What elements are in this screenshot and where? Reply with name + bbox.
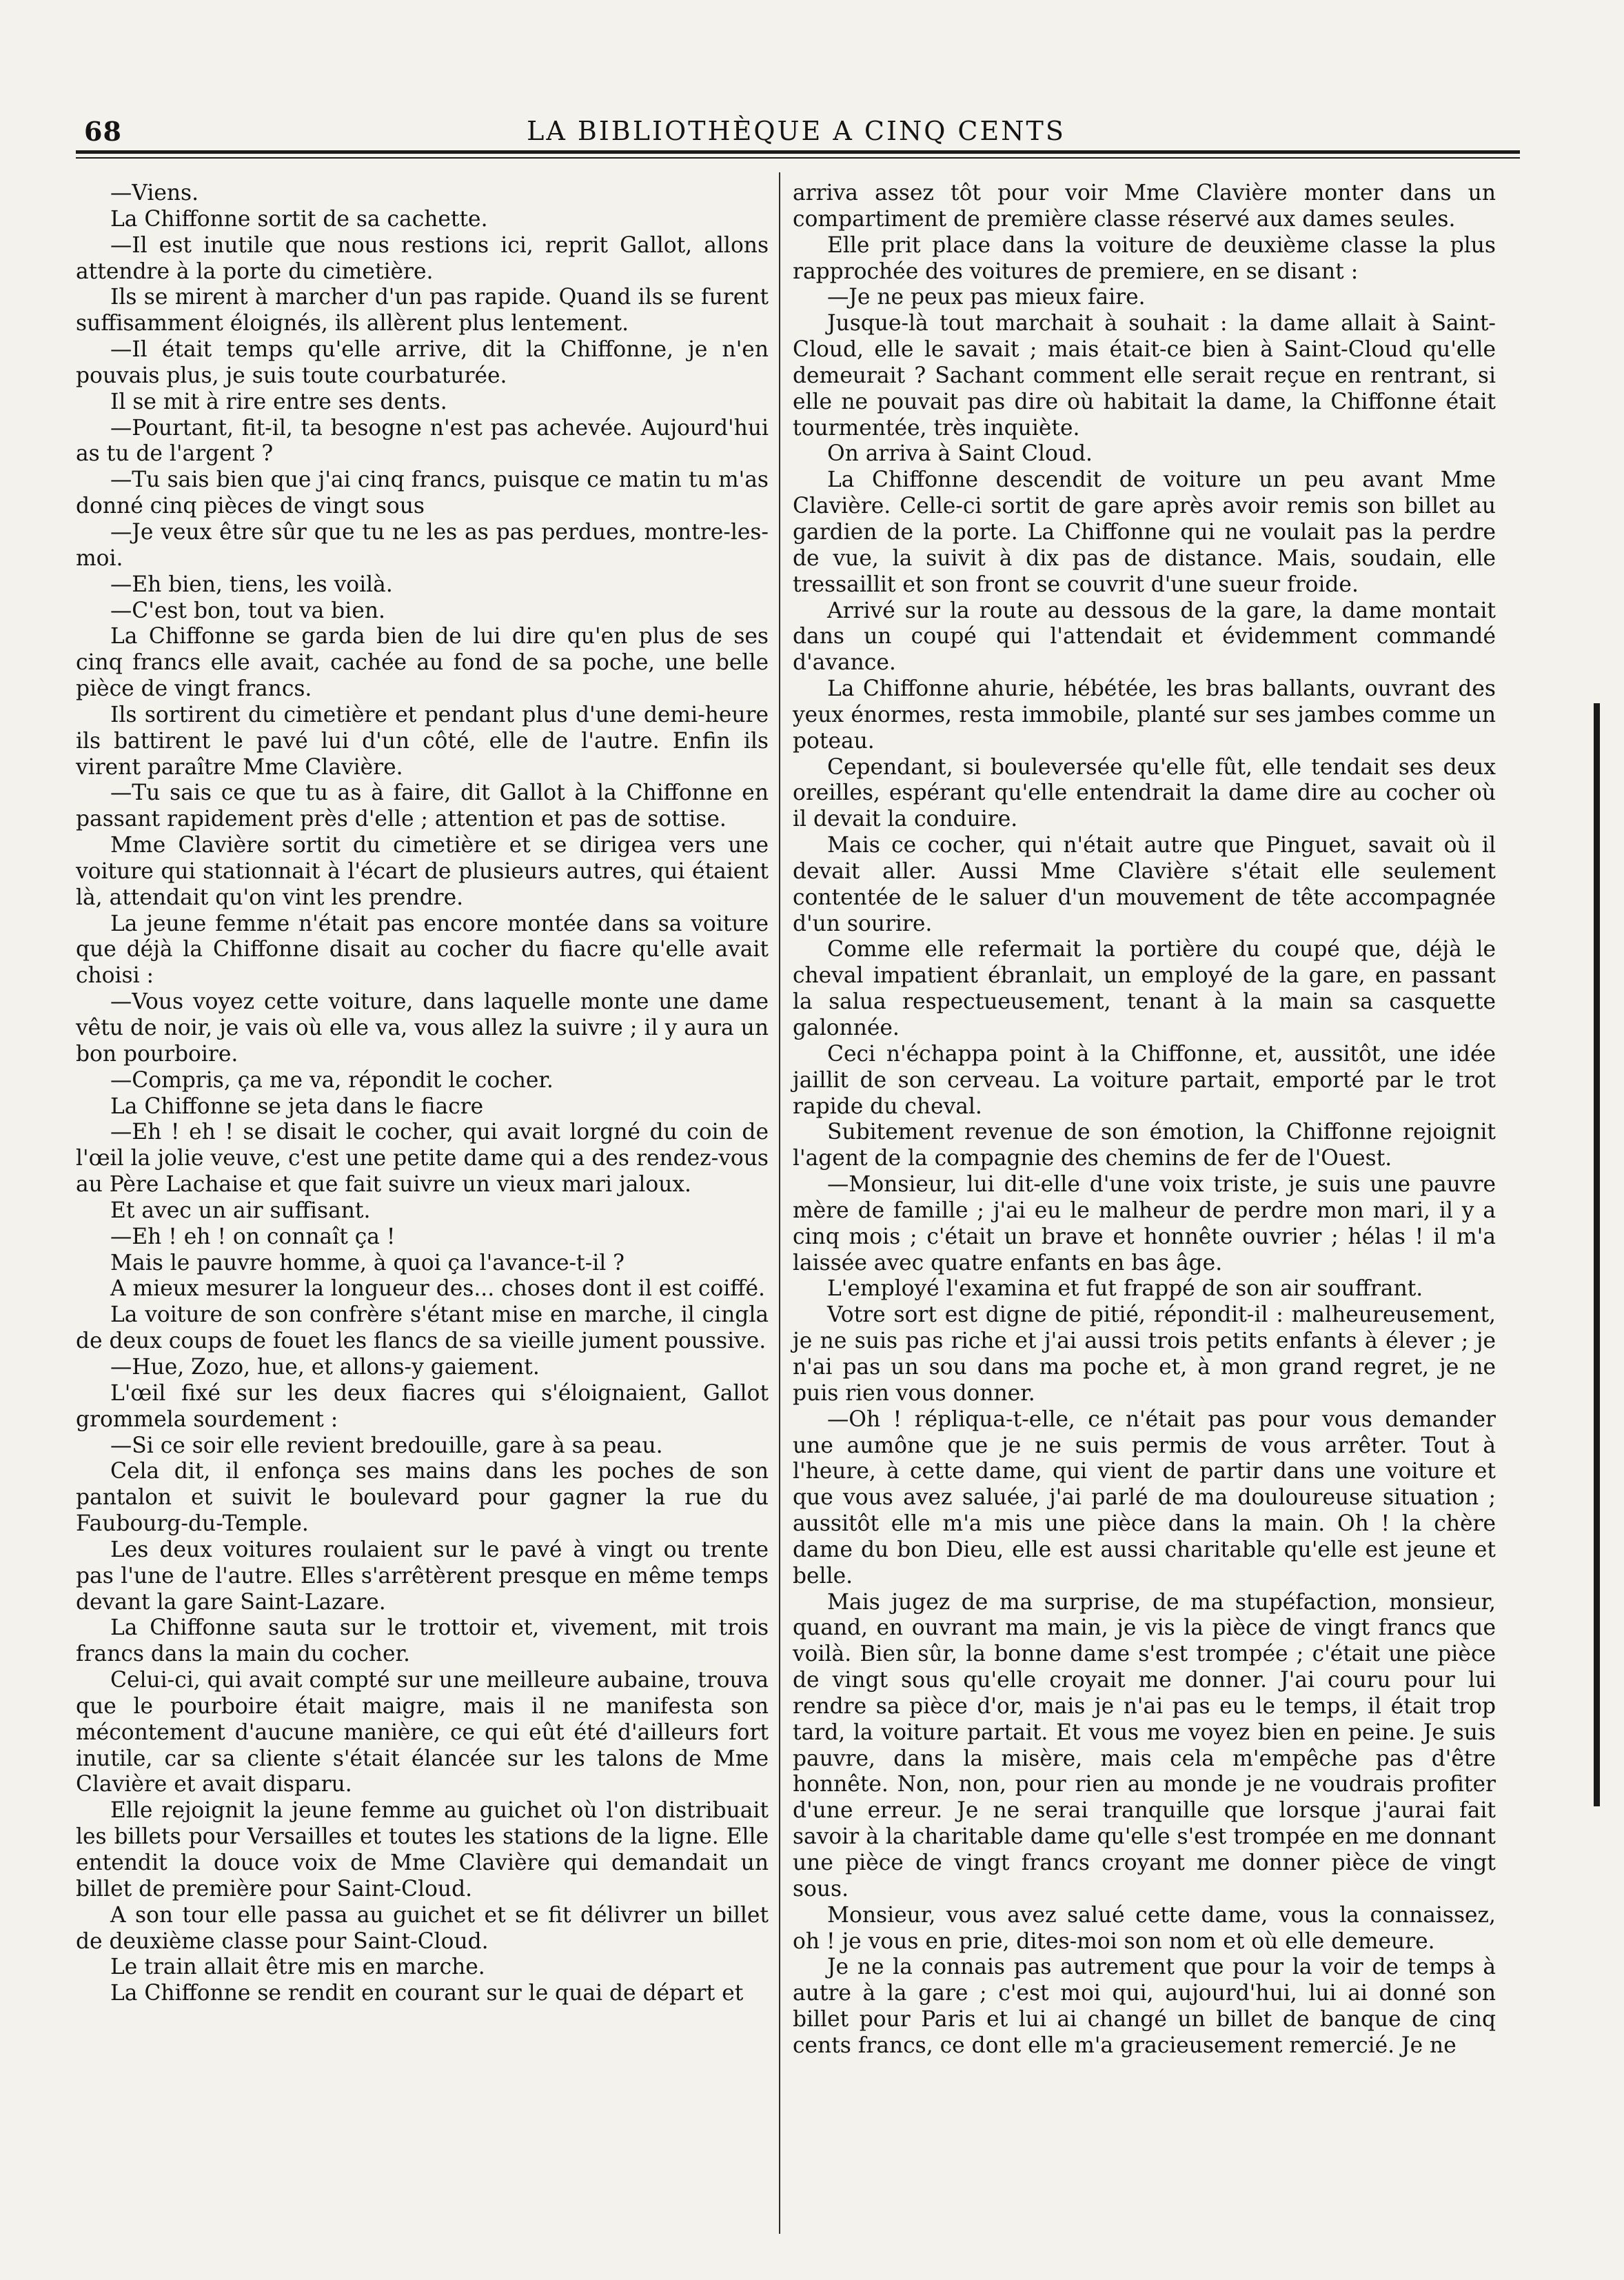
paragraph: La Chiffonne se jeta dans le fiacre bbox=[110, 1093, 484, 1119]
header-rule-thick bbox=[76, 150, 1520, 154]
paragraph: —C'est bon, tout va bien. bbox=[110, 598, 385, 623]
paragraph: —Tu sais bien que j'ai cinq francs, puisque ce matin tu m'as donné cinq pièces de vingt sous bbox=[76, 467, 769, 519]
paragraph: Ils se mirent à marcher d'un pas rapide. Quand ils se furent suffisamment éloignés, ils allèrent plus lentement. bbox=[76, 285, 769, 336]
paragraph: Votre sort est digne de pitié, répondit-il : malheureusement, je ne suis pas riche et j'ai aussi trois petits enfants à élever ; je n'ai pas un sou dans ma poche et, à mon grand regret, je ne puis rien vous donner. bbox=[793, 1302, 1496, 1406]
page-number: 68 bbox=[84, 116, 122, 147]
paragraph: La Chiffonne sortit de sa cachette. bbox=[110, 206, 488, 232]
paragraph: —Oh ! répliqua-t-elle, ce n'était pas pour vous demander une aumône que je ne suis permis de vous arrêter. Tout à l'heure, à cette dame, qui vient de partir dans une voiture et que vous avez saluée, j'ai parlé de ma douloureuse situation ; aussitôt elle m'a mis une pièce dans la main. Oh ! la chère dame du bon Dieu, elle est aussi charitable qu'elle est jeune et belle. bbox=[793, 1406, 1496, 1588]
paragraph: Il se mit à rire entre ses dents. bbox=[110, 389, 447, 414]
paragraph: La Chiffonne se rendit en courant sur le quai de départ et bbox=[110, 1981, 744, 2006]
paragraph: Elle prit place dans la voiture de deuxième classe la plus rapprochée des voitures de premiere, en se disant : bbox=[793, 232, 1496, 284]
running-title: LA BIBLIOTHÈQUE A CINQ CENTS bbox=[527, 116, 1066, 146]
paragraph: —Eh bien, tiens, les voilà. bbox=[110, 572, 393, 597]
paragraph: —Compris, ça me va, répondit le cocher. bbox=[110, 1067, 554, 1093]
page-edge-shadow bbox=[1594, 703, 1600, 1806]
paragraph: A mieux mesurer la longueur des... choses dont il est coiffé. bbox=[110, 1276, 765, 1302]
paragraph: La Chiffonne descendit de voiture un peu avant Mme Clavière. Celle-ci sortit de gare après avoir remis son billet au gardien de la porte. La Chiffonne qui ne voulait pas la perdre de vue, la suivit à dix pas de distance. Mais, soudain, elle tressaillit et son front se couvrit d'une sueur froide. bbox=[793, 467, 1496, 597]
paragraph: Cela dit, il enfonça ses mains dans les poches de son pantalon et suivit le boulevard pour gagner la rue du Faubourg-du-Temple. bbox=[76, 1459, 769, 1537]
paragraph: La Chiffonne se garda bien de lui dire qu'en plus de ses cinq francs elle avait, cachée au fond de sa poche, une belle pièce de vingt francs. bbox=[76, 624, 769, 702]
right-column bbox=[793, 181, 1496, 2059]
paragraph: —Pourtant, fit-il, ta besogne n'est pas achevée. Aujourd'hui as tu de l'argent ? bbox=[76, 415, 769, 467]
paragraph: Mais jugez de ma surprise, de ma stupéfaction, monsieur, quand, en ouvrant ma main, je vis la pièce de vingt francs que voilà. Bien sûr, la bonne dame s'est trompée ; c'était une pièce de vingt sous qu'elle croyait me donner. J'ai couru pour lui rendre sa pièce d'or, mais je n'ai pas eu le temps, il était trop tard, la voiture partait. Et vous me voyez bien en peine. Je suis pauvre, dans la misère, mais cela m'empêche pas d'être honnête. Non, non, pour rien au monde je ne voudrais profiter d'une erreur. Je ne serai tranquille que lorsque j'aurai fait savoir à la charitable dame qu'elle s'est trompée en me donnant une pièce de vingt francs croyant me donner pièce de vingt sous. bbox=[793, 1589, 1496, 1901]
paragraph: —Il était temps qu'elle arrive, dit la Chiffonne, je n'en pouvais plus, je suis toute courbaturée. bbox=[76, 337, 769, 388]
paragraph: Arrivé sur la route au dessous de la gare, la dame montait dans un coupé qui l'attendait et évidemment commandé d'avance. bbox=[793, 598, 1496, 676]
paragraph: Mme Clavière sortit du cimetière et se dirigea vers une voiture qui stationnait à l'écart de plusieurs autres, qui étaient là, attendait qu'on vint les prendre. bbox=[76, 833, 769, 910]
paragraph: Elle rejoignit la jeune femme au guichet où l'on distribuait les billets pour Versailles et toutes les stations de la ligne. Elle entendit la douce voix de Mme Clavière qui demandait un billet de première pour Saint-Cloud. bbox=[76, 1798, 769, 1901]
paragraph: Cependant, si bouleversée qu'elle fût, elle tendait ses deux oreilles, espérant qu'elle entendrait la dame dire au cocher où il devait la conduire. bbox=[793, 754, 1496, 832]
paragraph: —Eh ! eh ! on connaît ça ! bbox=[110, 1224, 396, 1249]
paragraph-continuation: arriva assez tôt pour voir Mme Clavière monter dans un compartiment de première classe réservé aux dames seules. bbox=[793, 181, 1496, 232]
header-rule-thin bbox=[76, 157, 1520, 159]
column-divider bbox=[779, 172, 780, 2234]
paragraph: —Tu sais ce que tu as à faire, dit Gallot à la Chiffonne en passant rapidement près d'elle ; attention et pas de sottise. bbox=[76, 780, 769, 832]
paragraph: Celui-ci, qui avait compté sur une meilleure aubaine, trouva que le pourboire était maigre, mais il ne manifesta son mécontement d'aucune manière, ce qui eût été d'ailleurs fort inutile, car sa cliente s'était élancée sur les talons de Mme Clavière et avait disparu. bbox=[76, 1668, 769, 1797]
paragraph: A son tour elle passa au guichet et se fit délivrer un billet de deuxième classe pour Saint-Cloud. bbox=[76, 1902, 769, 1954]
paragraph: —Je veux être sûr que tu ne les as pas perdues, montre-les-moi. bbox=[76, 519, 769, 571]
paragraph: Ceci n'échappa point à la Chiffonne, et, aussitôt, une idée jaillit de son cerveau. La voiture partait, emporté par le trot rapide du cheval. bbox=[793, 1041, 1496, 1119]
paragraph: Je ne la connais pas autrement que pour la voir de temps à autre à la gare ; c'est moi qui, aujourd'hui, lui ai donné son billet pour Paris et lui ai changé un billet de banque de cinq cents francs, ce dont elle m'a gracieusement remercié. Je ne bbox=[793, 1955, 1496, 2058]
paragraph: —Si ce soir elle revient bredouille, gare à sa peau. bbox=[110, 1433, 663, 1458]
paragraph: La jeune femme n'était pas encore montée dans sa voiture que déjà la Chiffonne disait au cocher du fiacre qu'elle avait choisi : bbox=[76, 911, 769, 989]
paragraph: Ils sortirent du cimetière et pendant plus d'une demi-heure ils battirent le pavé lui d'un côté, elle de l'autre. Enfin ils virent paraître Mme Clavière. bbox=[76, 702, 769, 780]
paragraph: L'employé l'examina et fut frappé de son air souffrant. bbox=[827, 1276, 1423, 1302]
paragraph: —Eh ! eh ! se disait le cocher, qui avait lorgné du coin de l'œil la jolie veuve, c'est une petite dame qui a des rendez-vous au Père Lachaise et que fait suivre un vieux mari jaloux. bbox=[76, 1120, 769, 1198]
paragraph: —Hue, Zozo, hue, et allons-y gaiement. bbox=[110, 1354, 540, 1380]
paragraph: On arriva à Saint Cloud. bbox=[827, 441, 1093, 467]
paragraph: Subitement revenue de son émotion, la Chiffonne rejoignit l'agent de la compagnie des chemins de fer de l'Ouest. bbox=[793, 1120, 1496, 1171]
paragraph: Comme elle refermait la portière du coupé que, déjà le cheval impatient ébranlait, un employé de la gare, en passant la salua respectueusement, tenant à la main sa casquette galonnée. bbox=[793, 937, 1496, 1040]
paragraph: —Monsieur, lui dit-elle d'une voix triste, je suis une pauvre mère de famille ; j'ai eu le malheur de perdre mon mari, il y a cinq mois ; c'était un brave et honnête ouvrier ; hélas ! il m'a laissée avec quatre enfants en bas âge. bbox=[793, 1172, 1496, 1275]
paragraph: Monsieur, vous avez salué cette dame, vous la connaissez, oh ! je vous en prie, dites-moi son nom et où elle demeure. bbox=[793, 1902, 1496, 1954]
paragraph: Et avec un air suffisant. bbox=[110, 1198, 371, 1223]
paragraph: —Vous voyez cette voiture, dans laquelle monte une dame vêtu de noir, je vais où elle va, vous allez la suivre ; il y aura un bon pourboire. bbox=[76, 989, 769, 1067]
paragraph: L'œil fixé sur les deux fiacres qui s'éloignaient, Gallot grommela sourdement : bbox=[76, 1380, 769, 1432]
paragraph: La voiture de son confrère s'étant mise en marche, il cingla de deux coups de fouet les flancs de sa vieille jument poussive. bbox=[76, 1302, 769, 1354]
paragraph: —Il est inutile que nous restions ici, reprit Gallot, allons attendre à la porte du cimetière. bbox=[76, 232, 769, 284]
paragraph: —Viens. bbox=[110, 181, 199, 205]
paragraph: Mais le pauvre homme, à quoi ça l'avance-t-il ? bbox=[110, 1250, 625, 1275]
paragraph: —Je ne peux pas mieux faire. bbox=[827, 285, 1146, 310]
page-header bbox=[76, 110, 1516, 152]
paragraph: Jusque-là tout marchait à souhait : la dame allait à Saint-Cloud, elle le savait ; mais était-ce bien à Saint-Cloud qu'elle demeurait ? Sachant comment elle serait reçue en rentrant, si elle ne pouvait pas dire où habitait la dame, la Chiffonne était tourmentée, très inquiète. bbox=[793, 311, 1496, 441]
paragraph: Les deux voitures roulaient sur le pavé à vingt ou trente pas l'une de l'autre. Elles s'arrêtèrent presque en même temps devant la gare Saint-Lazare. bbox=[76, 1537, 769, 1615]
paragraph: La Chiffonne sauta sur le trottoir et, vivement, mit trois francs dans la main du cocher. bbox=[76, 1615, 769, 1667]
paragraph: La Chiffonne ahurie, hébétée, les bras ballants, ouvrant des yeux énormes, resta immobile, planté sur ses jambes comme un poteau. bbox=[793, 676, 1496, 754]
paragraph: Le train allait être mis en marche. bbox=[110, 1955, 485, 1980]
left-column bbox=[76, 181, 769, 2007]
paragraph: Mais ce cocher, qui n'était autre que Pinguet, savait où il devait aller. Aussi Mme Clavière s'était elle seulement contentée de le saluer d'un mouvement de tête accompagnée d'un sourire. bbox=[793, 833, 1496, 936]
